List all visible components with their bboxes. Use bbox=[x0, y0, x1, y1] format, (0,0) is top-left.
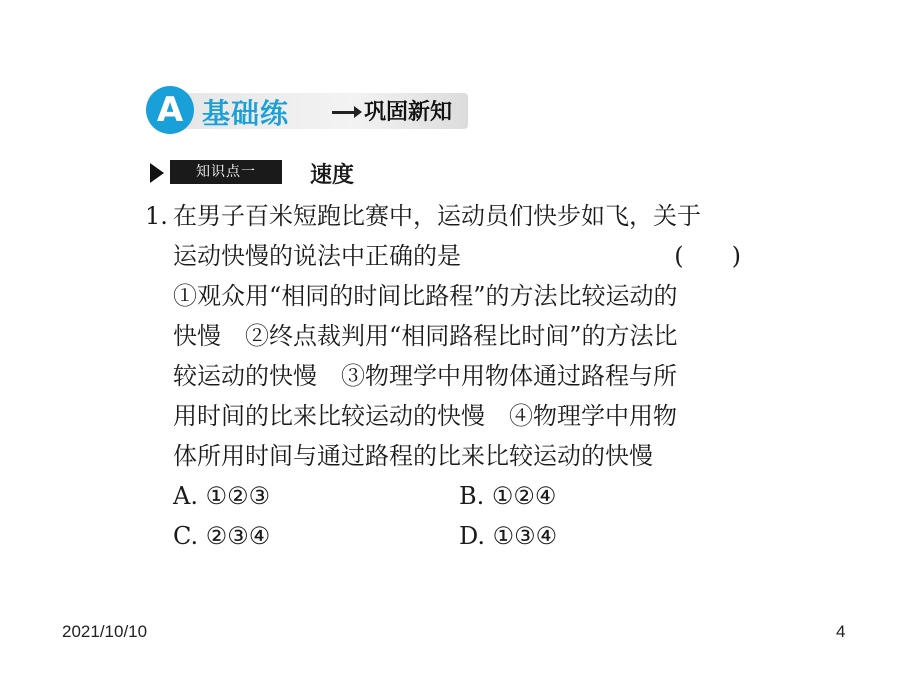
question-number: 1. bbox=[145, 202, 168, 230]
arrow-separator-icon bbox=[332, 111, 356, 114]
question-text: ①观众用“相同的时间比路程”的方法比较运动的 bbox=[173, 282, 678, 310]
answer-bracket: ( ) bbox=[674, 242, 741, 270]
section-subtitle: 巩固新知 bbox=[364, 100, 453, 125]
section-badge: A bbox=[146, 86, 194, 134]
question-line bbox=[145, 396, 785, 436]
option-d: D. ①③④ bbox=[459, 522, 558, 550]
option-c: C. ②③④ bbox=[173, 522, 271, 550]
knowledge-point-title: 速度 bbox=[310, 163, 355, 188]
knowledge-point-header bbox=[150, 158, 380, 188]
option-a: A. ①②③ bbox=[173, 482, 271, 510]
section-title: 基础练 bbox=[202, 97, 290, 130]
footer-date: 2021/10/10 bbox=[62, 622, 148, 641]
question-line bbox=[145, 236, 785, 276]
option-b: B. ①②④ bbox=[459, 482, 557, 510]
question-text: 体所用时间与通过路程的比来比较运动的快慢 bbox=[173, 442, 653, 470]
question-text: 用时间的比来比较运动的快慢 ④物理学中用物 bbox=[173, 402, 677, 430]
question-line bbox=[145, 356, 785, 396]
question-line bbox=[145, 436, 785, 476]
triangle-marker-icon bbox=[150, 163, 164, 183]
question-text: 较运动的快慢 ③物理学中用物体通过路程与所 bbox=[173, 362, 677, 390]
question-1 bbox=[145, 196, 785, 476]
question-line bbox=[145, 316, 785, 356]
question-text: 快慢 ②终点裁判用“相同路程比时间”的方法比 bbox=[173, 322, 678, 350]
question-line bbox=[145, 196, 785, 236]
question-line bbox=[145, 276, 785, 316]
question-text: 运动快慢的说法中正确的是 bbox=[173, 242, 461, 270]
section-banner bbox=[146, 86, 470, 136]
knowledge-point-tag: 知识点一 bbox=[170, 160, 282, 184]
page-number: 4 bbox=[836, 622, 846, 641]
question-text: 在男子百米短跑比赛中，运动员们快步如飞，关于 bbox=[173, 202, 701, 230]
